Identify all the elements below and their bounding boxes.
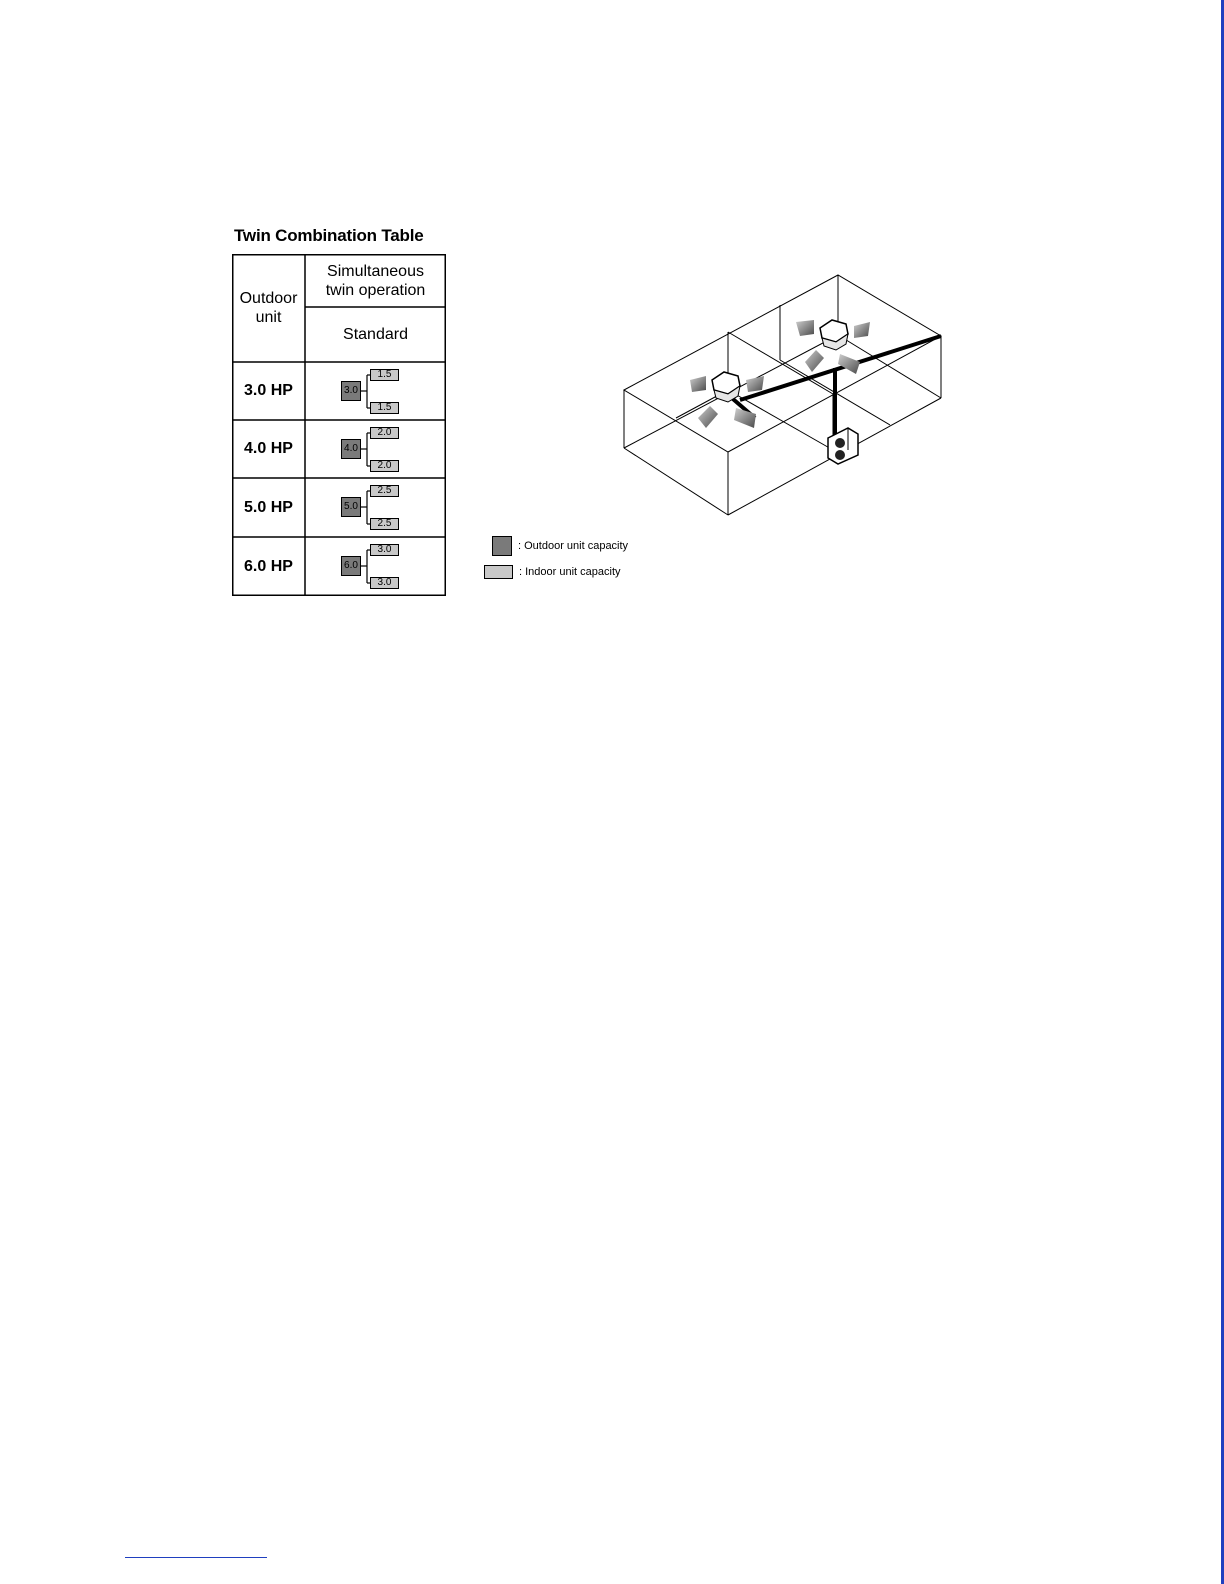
legend-indoor-label: : Indoor unit capacity xyxy=(519,566,621,578)
header-simultaneous-label: Simultaneous twin operation xyxy=(325,262,426,299)
combination-diagram xyxy=(305,537,446,596)
indoor-capacity-box: 1.5 xyxy=(370,402,399,414)
header-standard-label: Standard xyxy=(343,326,408,343)
hp-label: 5.0 HP xyxy=(244,498,293,516)
footnote-rule xyxy=(125,1557,267,1558)
header-simultaneous xyxy=(305,254,446,307)
table-row-hp xyxy=(232,362,305,420)
table-title: Twin Combination Table xyxy=(234,226,424,245)
legend-outdoor xyxy=(492,536,628,556)
outdoor-capacity-box: 6.0 xyxy=(341,556,361,576)
legend-indoor xyxy=(484,565,621,579)
hp-label: 6.0 HP xyxy=(244,557,293,575)
room-isometric-drawing xyxy=(600,250,960,525)
header-outdoor-unit-label: Outdoor unit xyxy=(239,290,298,326)
table-row-hp xyxy=(232,420,305,478)
outdoor-capacity-box: 3.0 xyxy=(341,381,361,401)
header-standard xyxy=(305,307,446,362)
indoor-capacity-box: 1.5 xyxy=(370,369,399,381)
twin-combination-table xyxy=(232,254,446,596)
outdoor-capacity-box: 4.0 xyxy=(341,439,361,459)
hp-label: 4.0 HP xyxy=(244,440,293,457)
combination-diagram xyxy=(305,420,446,478)
outdoor-capacity-box: 5.0 xyxy=(341,497,361,517)
header-outdoor-unit xyxy=(232,254,305,362)
table-row-hp xyxy=(232,537,305,596)
legend-outdoor-label: : Outdoor unit capacity xyxy=(518,540,629,552)
indoor-capacity-box: 2.0 xyxy=(370,427,399,439)
indoor-cassette-icon xyxy=(820,320,848,350)
combination-diagram xyxy=(305,478,446,537)
indoor-capacity-box: 2.0 xyxy=(370,460,399,472)
hp-label: 3.0 HP xyxy=(244,382,293,399)
outdoor-swatch xyxy=(492,536,512,556)
indoor-cassette-icon xyxy=(712,372,740,402)
indoor-capacity-box: 3.0 xyxy=(370,577,399,589)
installation-diagram xyxy=(600,250,960,530)
indoor-capacity-box: 2.5 xyxy=(370,485,399,497)
combination-diagram xyxy=(305,362,446,420)
indoor-swatch xyxy=(484,565,513,579)
room-box-outline xyxy=(624,275,941,515)
table-row-hp xyxy=(232,478,305,537)
indoor-capacity-box: 3.0 xyxy=(370,544,399,556)
indoor-capacity-box: 2.5 xyxy=(370,518,399,530)
